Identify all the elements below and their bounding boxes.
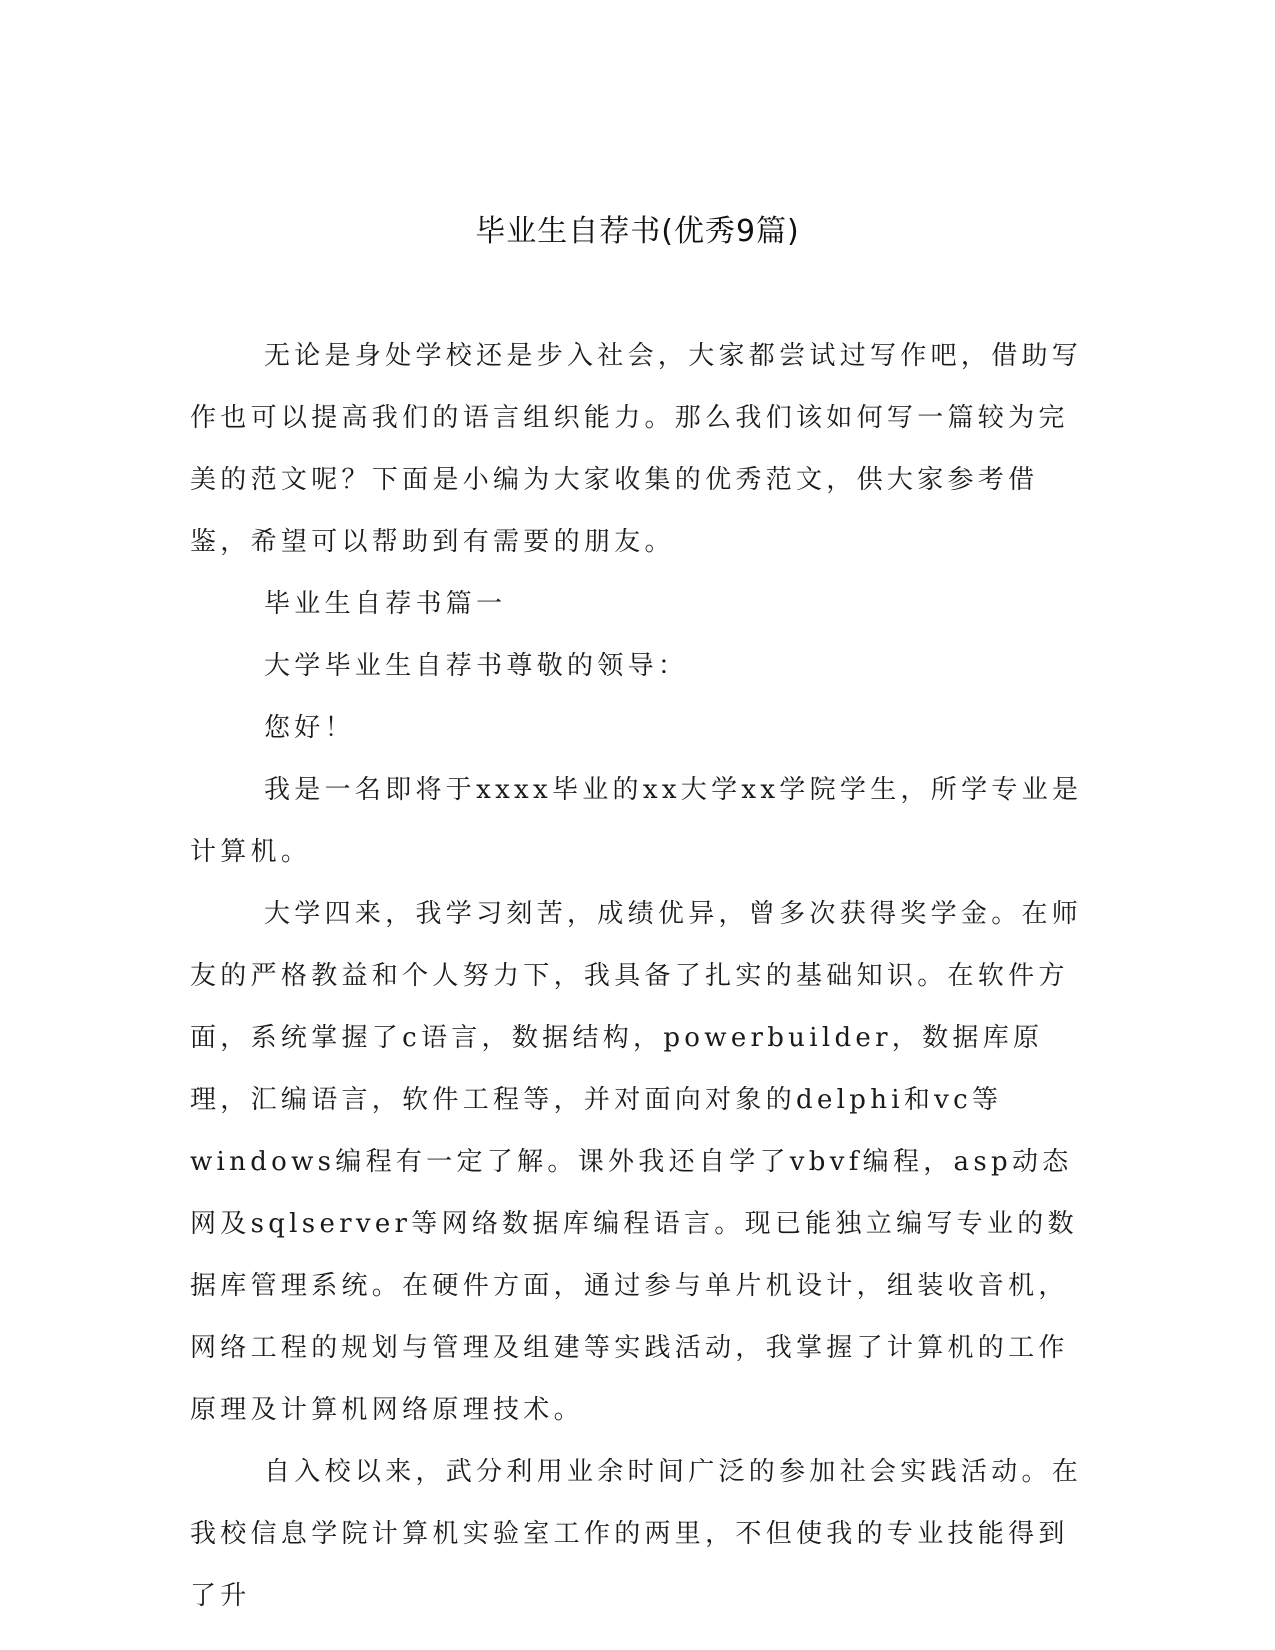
practice-paragraph: 自入校以来，武分利用业余时间广泛的参加社会实践活动。在我校信息学院计算机实验室工作的两里，不但使我的专业技能得到了升 [190, 1457, 1083, 1611]
self-introduction-paragraph: 我是一名即将于xxxx毕业的xx大学xx学院学生，所学专业是计算机。 [190, 775, 1083, 867]
document-body [190, 325, 1090, 1627]
study-paragraph: 大学四来，我学习刻苦，成绩优异，曾多次获得奖学金。在师友的严格教益和个人努力下，我具备了扎实的基础知识。在软件方面，系统掌握了c语言，数据结构，powerbuilder，数据库原理，汇编语言，软件工程等，并对面向对象的delphi和vc等windows编程有一定了解。课外我还自学了vbvf编程，asp动态网及sqlserver等网络数据库编程语言。现已能独立编写专业的数据库管理系统。在硬件方面，通过参与单片机设计，组装收音机，网络工程的规划与管理及组建等实践活动，我掌握了计算机的工作原理及计算机网络原理技术。 [190, 899, 1083, 1425]
section-heading: 毕业生自荐书篇一 [264, 589, 507, 619]
greeting: 您好！ [264, 713, 355, 743]
document-title: 毕业生自荐书(优秀9篇) [475, 214, 800, 249]
intro-paragraph: 无论是身处学校还是步入社会，大家都尝试过写作吧，借助写作也可以提高我们的语言组织能力。那么我们该如何写一篇较为完美的范文呢？下面是小编为大家收集的优秀范文，供大家参考借鉴，希望可以帮助到有需要的朋友。 [190, 341, 1083, 557]
salutation: 大学毕业生自荐书尊敬的领导： [264, 651, 689, 681]
